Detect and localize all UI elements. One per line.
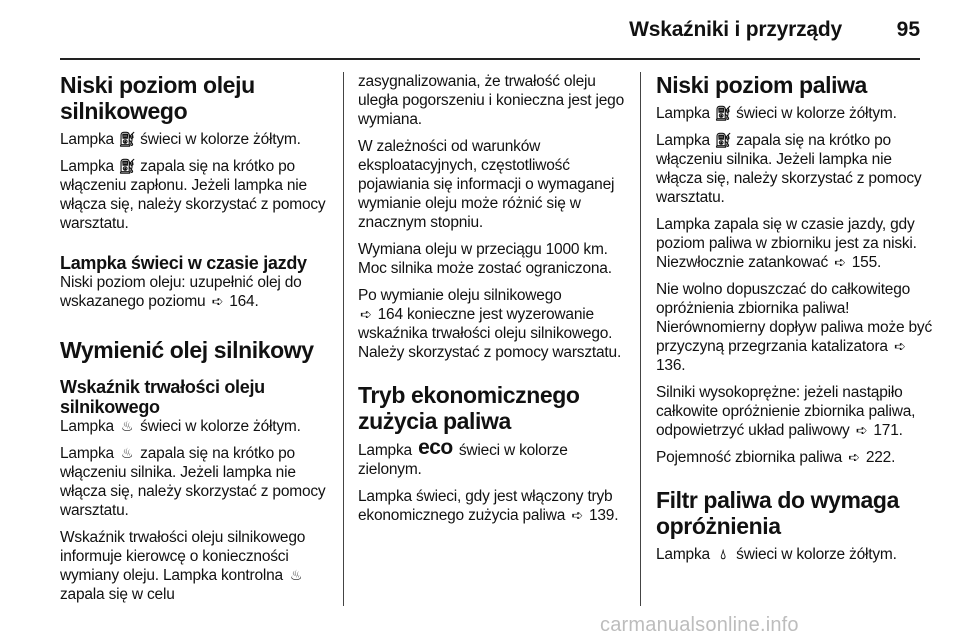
paragraph: Wymiana oleju w przeciągu 1000 km. Moc silnika może zostać ograniczona.	[358, 241, 612, 277]
text: Silniki wysokoprężne: jeżeli nastąpiło całkowite opróżnienie zbiornika paliwa, odpowietrzyć układ paliwowy	[656, 384, 916, 439]
text: Wskaźnik trwałości oleju silnikowego informuje kierowcę o konieczności wymiany oleju. Lampka kontrolna	[60, 529, 306, 584]
heading-driving: Lampka świeci w czasie jazdy	[60, 253, 307, 273]
paragraph	[60, 444, 336, 520]
paragraph	[60, 417, 336, 436]
page-number: 95	[896, 18, 920, 41]
page-reference-link[interactable]: 136.	[656, 357, 686, 374]
oil-can-icon: ⛽︎	[118, 131, 136, 147]
paragraph: W zależności od warunków eksploatacyjnych, częstotliwość pojawiania się informacji o wymaganej wymianie oleju może różnić się w znacznym stopniu.	[358, 138, 615, 231]
text: Po wymianie oleju silnikowego	[358, 287, 562, 304]
paragraph	[656, 448, 938, 467]
oil-life-icon: ♨︎	[289, 567, 303, 583]
section-title: Wskaźniki i przyrządy	[629, 18, 842, 41]
text: Lampka	[656, 105, 710, 122]
text: świeci w kolorze zielonym.	[358, 442, 568, 478]
paragraph	[656, 545, 938, 564]
paragraph	[358, 286, 634, 362]
heading-oil-low: Niski poziom oleju silnikowego	[60, 72, 255, 124]
heading-fuel-low: Niski poziom paliwa	[656, 72, 867, 98]
text: Lampka	[60, 131, 114, 148]
page-reference-link[interactable]: 164 konieczne jest wyzerowanie wskaźnika trwałości oleju silnikowego. Należy skorzystać z pomocy warsztatu.	[358, 306, 622, 361]
text: świeci w kolorze żółtym.	[140, 418, 301, 435]
watermark: carmanualsonline.info	[600, 614, 799, 636]
paragraph	[358, 487, 634, 525]
oil-life-icon: ♨︎	[120, 445, 134, 461]
paragraph: zasygnalizowania, że trwałość oleju uległa pogorszeniu i konieczna jest jego wymiana.	[358, 73, 625, 128]
text: świeci w kolorze żółtym.	[736, 546, 897, 563]
paragraph	[60, 130, 336, 149]
page-reference-icon: ➪	[848, 449, 860, 465]
paragraph	[358, 436, 634, 479]
paragraph	[60, 528, 336, 604]
text: Lampka	[358, 442, 412, 459]
text: zapala się na krótko po włączeniu silnika. Jeżeli lampka nie włącza się, należy skorzystać z pomocy warsztatu.	[60, 445, 326, 519]
page-reference-icon: ➪	[360, 306, 372, 322]
paragraph	[60, 273, 336, 311]
heading-fuel-filter: Filtr paliwa do wymaga opróżnienia	[656, 487, 899, 539]
page-header	[0, 0, 960, 60]
page-reference-icon: ➪	[211, 293, 224, 309]
oil-can-icon: ⛽︎	[118, 158, 136, 174]
eco-icon: eco	[418, 436, 453, 459]
heading-eco-mode: Tryb ekonomicznego zużycia paliwa	[358, 382, 580, 434]
text: zapala się w celu	[60, 586, 175, 603]
paragraph	[656, 104, 938, 123]
text: Nie wolno dopuszczać do całkowitego opróżnienia zbiornika paliwa! Nierównomierny dopływ paliwa może być przyczyną przegrzania katalizatora	[656, 281, 933, 355]
paragraph	[60, 157, 336, 233]
column-divider-2	[640, 72, 641, 606]
column-3	[656, 72, 938, 572]
page-reference-link[interactable]: 222.	[865, 449, 896, 466]
oil-life-icon: ♨︎	[120, 418, 134, 434]
column-2	[358, 72, 634, 533]
heading-oil-change: Wymienić olej silnikowy	[60, 337, 314, 363]
page-reference-icon: ➪	[571, 507, 583, 523]
column-1	[60, 72, 336, 612]
text: Lampka	[60, 158, 114, 175]
page-reference-link[interactable]: 155.	[851, 254, 882, 271]
text: Niski poziom oleju: uzupełnić olej do wskazanego poziomu	[60, 274, 302, 310]
fuel-pump-icon: ⛽︎	[714, 132, 732, 148]
page-reference-icon: ➪	[834, 254, 846, 270]
paragraph	[656, 383, 938, 440]
text: świeci w kolorze żółtym.	[736, 105, 897, 122]
text: Lampka zapala się w czasie jazdy, gdy poziom paliwa w zbiorniku jest za niski. Niezwłocznie zatankować	[656, 216, 917, 271]
text: Lampka	[656, 546, 710, 563]
paragraph	[656, 215, 938, 272]
page-reference-icon: ➪	[893, 338, 906, 354]
page-reference-icon: ➪	[855, 422, 868, 438]
text: zapala się na krótko po włączeniu zapłonu. Jeżeli lampka nie włącza się, należy skorzystać z pomocy warsztatu.	[60, 158, 326, 232]
paragraph	[656, 131, 938, 207]
paragraph	[656, 280, 938, 375]
text: Lampka świeci, gdy jest włączony tryb ekonomicznego zużycia paliwa	[358, 488, 613, 524]
heading-oil-life: Wskaźnik trwałości oleju silnikowego	[60, 377, 265, 417]
page-reference-link[interactable]: 139.	[588, 507, 619, 524]
page-reference-link[interactable]: 164.	[229, 293, 259, 310]
header-divider	[60, 58, 920, 60]
text: Lampka	[656, 132, 710, 149]
text: Lampka	[60, 418, 114, 435]
text: zapala się na krótko po włączeniu silnika. Jeżeli lampka nie włącza się, należy skorzystać z pomocy warsztatu.	[656, 132, 922, 206]
column-divider-1	[343, 72, 344, 606]
fuel-pump-icon: ⛽︎	[714, 105, 732, 121]
text: świeci w kolorze żółtym.	[140, 131, 301, 148]
water-in-fuel-icon: 💧︎	[720, 546, 726, 562]
text: Lampka	[60, 445, 114, 462]
text: Pojemność zbiornika paliwa	[656, 449, 843, 466]
page-reference-link[interactable]: 171.	[873, 422, 903, 439]
